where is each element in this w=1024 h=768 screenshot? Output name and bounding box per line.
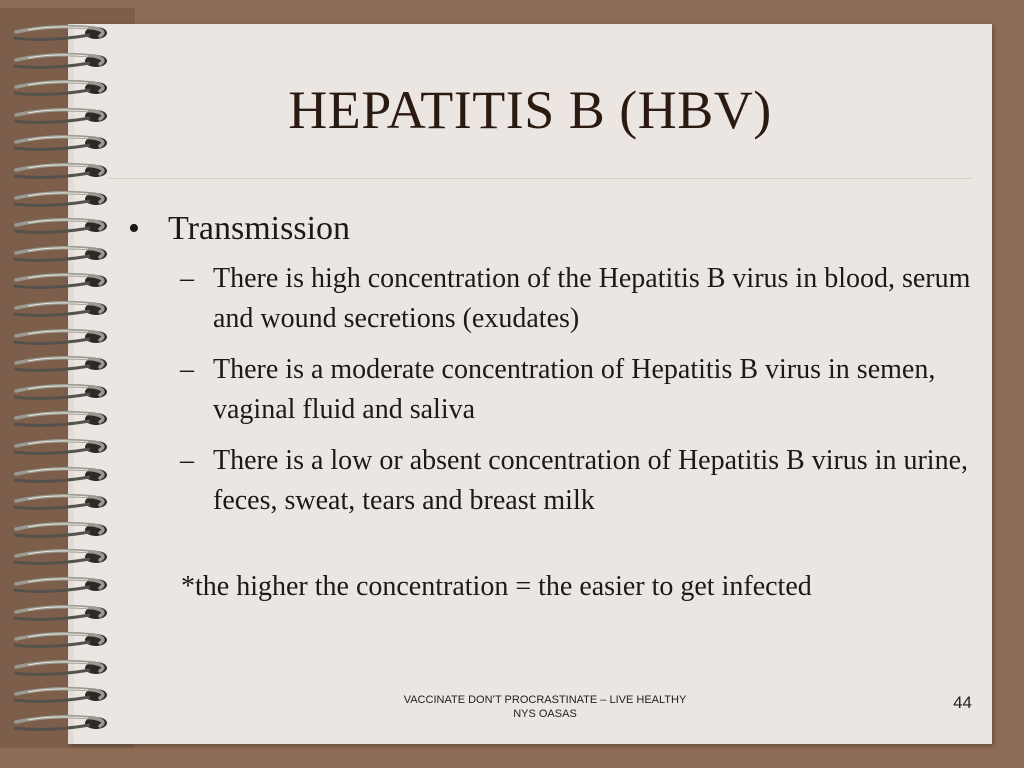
spiral-coil-icon — [8, 22, 118, 44]
spiral-coil-icon — [8, 188, 118, 210]
sub-bullet-mark: – — [180, 445, 194, 476]
sub-bullet-moderate — [180, 350, 978, 430]
spiral-coil-icon — [8, 657, 118, 679]
spiral-coil-icon — [8, 684, 118, 706]
sub-bullet-low — [180, 441, 978, 521]
spiral-coil-icon — [8, 243, 118, 265]
spiral-coil-icon — [8, 215, 118, 237]
slide-body — [128, 209, 978, 607]
slide-page — [68, 24, 992, 744]
sub-bullet-list — [128, 259, 978, 521]
spiral-coil-icon — [8, 574, 118, 596]
page-number: 44 — [953, 693, 972, 712]
slide-footer — [380, 693, 710, 721]
bullet-transmission — [128, 209, 978, 249]
title-divider — [108, 178, 972, 179]
spiral-coil-icon — [8, 491, 118, 513]
sub-bullet-text: There is high concentration of the Hepatitis B virus in blood, serum and wound secretions (exudates) — [213, 263, 971, 334]
spiral-coil-icon — [8, 546, 118, 568]
spiral-coil-icon — [8, 408, 118, 430]
spiral-coil-icon — [8, 270, 118, 292]
sub-bullet-mark: – — [180, 263, 194, 294]
spiral-coil-icon — [8, 132, 118, 154]
spiral-coil-icon — [8, 629, 118, 651]
spiral-coil-icon — [8, 105, 118, 127]
spiral-coil-icon — [8, 160, 118, 182]
spiral-coil-icon — [8, 381, 118, 403]
spiral-coil-icon — [8, 436, 118, 458]
footer-line-2: NYS OASAS — [513, 708, 577, 720]
spiral-coil-icon — [8, 77, 118, 99]
slide-title: HEPATITIS B (HBV) — [288, 80, 772, 140]
sub-bullet-text: There is a low or absent concentration of Hepatitis B virus in urine, feces, sweat, tears and breast milk — [213, 445, 969, 516]
bullet-text: Transmission — [168, 210, 351, 247]
concentration-note: *the higher the concentration = the easier to get infected — [181, 571, 812, 602]
spiral-coil-icon — [8, 298, 118, 320]
spiral-coil-icon — [8, 50, 118, 72]
bullet-mark: • — [128, 210, 140, 247]
sub-bullet-high — [180, 259, 978, 339]
spiral-binding-icon — [8, 22, 118, 742]
spiral-coil-icon — [8, 326, 118, 348]
spiral-coil-icon — [8, 602, 118, 624]
footer-line-1: VACCINATE DON’T PROCRASTINATE – LIVE HEALTHY — [403, 694, 687, 706]
spiral-coil-icon — [8, 712, 118, 734]
spiral-coil-icon — [8, 519, 118, 541]
sub-bullet-mark: – — [180, 354, 194, 385]
sub-bullet-text: There is a moderate concentration of Hepatitis B virus in semen, vaginal fluid and saliva — [213, 354, 936, 425]
spiral-coil-icon — [8, 464, 118, 486]
spiral-coil-icon — [8, 353, 118, 375]
